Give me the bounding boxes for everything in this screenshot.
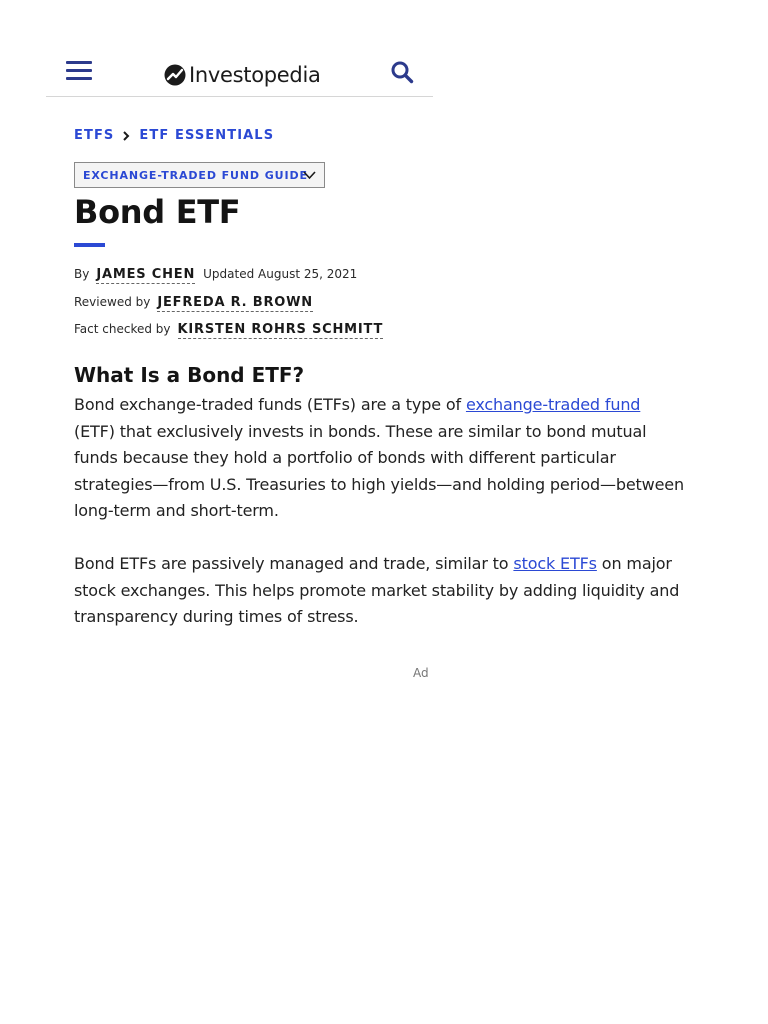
- paragraph-text: Bond ETFs are passively managed and trade, similar to: [74, 554, 514, 573]
- search-icon[interactable]: [390, 60, 414, 84]
- fact-checker-link[interactable]: KIRSTEN ROHRS SCHMITT: [177, 322, 384, 337]
- ad-label: Ad: [413, 666, 429, 680]
- page-title: Bond ETF: [74, 193, 241, 231]
- chevron-down-icon: [303, 170, 316, 180]
- investopedia-logo-icon: [164, 64, 186, 86]
- site-logo[interactable]: [164, 61, 321, 89]
- paragraph-text: on major stock exchanges. This helps promote market stability by adding liquidity and transparency during times of stress.: [74, 554, 680, 626]
- title-underline: [74, 243, 105, 247]
- fact-checked-label: Fact checked by: [74, 322, 171, 336]
- article-paragraph-1: [74, 392, 684, 525]
- hamburger-menu-icon[interactable]: [66, 60, 94, 82]
- exchange-traded-fund-link[interactable]: exchange-traded fund: [465, 395, 641, 414]
- chevron-right-icon: [121, 131, 131, 141]
- guide-dropdown[interactable]: [74, 162, 325, 188]
- breadcrumb-item-etf-essentials[interactable]: ETF ESSENTIALS: [139, 128, 275, 143]
- byline-author: [74, 267, 357, 284]
- article-paragraph-2: [74, 551, 684, 631]
- site-header: [46, 52, 433, 97]
- byline-reviewer: [74, 295, 313, 312]
- reviewer-link[interactable]: JEFREDA R. BROWN: [157, 295, 313, 310]
- breadcrumb: [74, 128, 274, 143]
- section-heading: What Is a Bond ETF?: [74, 363, 305, 387]
- guide-dropdown-label: EXCHANGE-TRADED FUND GUIDE: [83, 168, 308, 182]
- byline-fact-checker: [74, 322, 383, 339]
- by-label: By: [74, 267, 90, 281]
- stock-etfs-link[interactable]: stock ETFs: [513, 554, 597, 573]
- breadcrumb-item-etfs[interactable]: ETFS: [74, 128, 115, 143]
- paragraph-text: Bond exchange-traded funds (ETFs) are a type of: [74, 395, 466, 414]
- logo-text: Investopedia: [189, 63, 321, 87]
- author-link[interactable]: JAMES CHEN: [96, 267, 196, 282]
- paragraph-text: (ETF) that exclusively invests in bonds. These are similar to bond mutual funds because they hold a portfolio of bonds with different particular strategies—from U.S. Treasuries to high yields—and holding period—between long-term and short-term.: [74, 421, 684, 520]
- updated-date: Updated August 25, 2021: [203, 267, 358, 281]
- reviewed-by-label: Reviewed by: [74, 295, 151, 309]
